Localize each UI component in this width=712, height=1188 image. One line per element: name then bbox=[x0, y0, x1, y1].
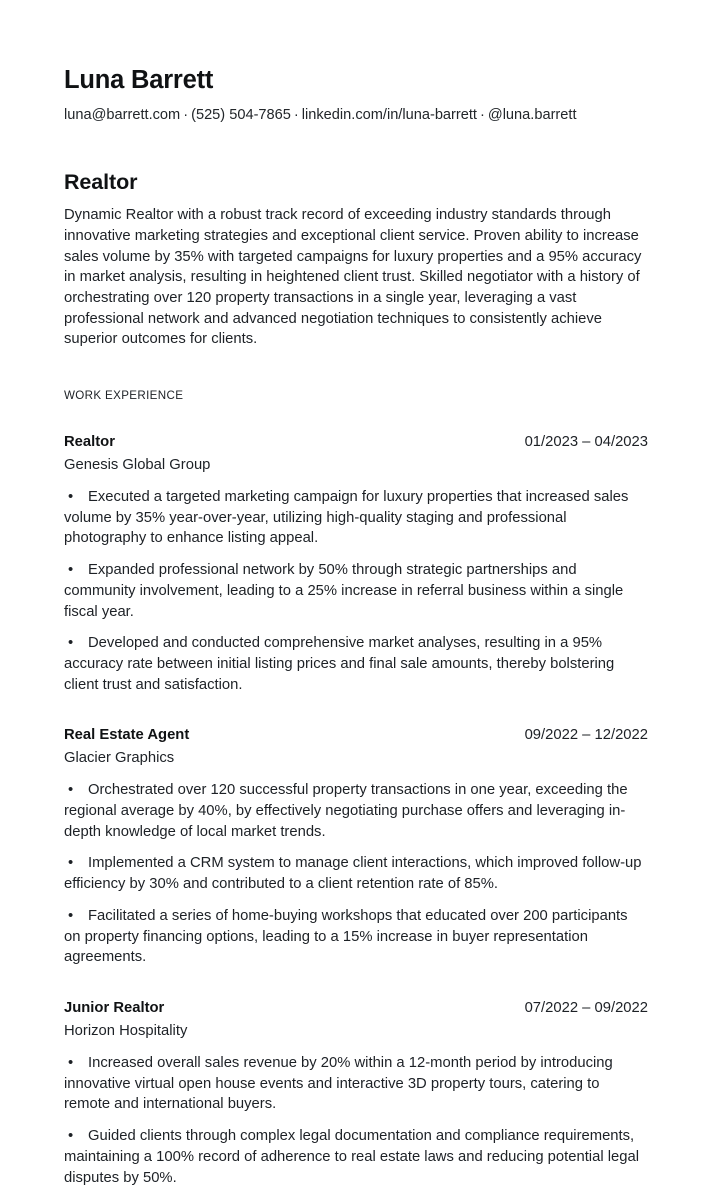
job-entry bbox=[64, 968, 648, 1188]
contact-separator: · bbox=[480, 107, 485, 124]
job-bullet bbox=[64, 906, 648, 968]
job-bullet bbox=[64, 1053, 648, 1115]
job-dates: 01/2023 – 04/2023 bbox=[524, 434, 648, 451]
job-bullet-text: Implemented a CRM system to manage client interactions, which improved follow-up efficiency by 30% and contributed to a client retention rate of 85%. bbox=[64, 855, 642, 893]
job-bullet-text: Expanded professional network by 50% through strategic partnerships and community involvement, leading to a 25% increase in referral business within a single fiscal year. bbox=[64, 562, 624, 620]
contact-phone: (525) 504-7865 bbox=[191, 107, 291, 124]
job-bullet bbox=[64, 487, 648, 549]
job-bullet-list bbox=[64, 1053, 648, 1188]
candidate-name: Luna Barrett bbox=[64, 66, 214, 94]
job-entry bbox=[64, 695, 648, 968]
job-header-row bbox=[64, 725, 648, 745]
job-bullet-list bbox=[64, 780, 648, 968]
job-bullet bbox=[64, 1126, 648, 1188]
professional-summary: Dynamic Realtor with a robust track record of exceeding industry standards through innovative marketing strategies and exceptional client service. Proven ability to increase sales volume by 35% with targeted campaigns for luxury properties and a 95% accuracy in market analysis, resulting in heightened client trust. Skilled negotiator with a history of orchestrating over 120 property transactions in a single year, leveraging a vast professional network and advanced negotiation techniques to consistently achieve superior outcomes for clients. bbox=[64, 207, 642, 348]
bullet-icon: • bbox=[68, 1128, 74, 1145]
contact-separator: · bbox=[293, 107, 299, 124]
job-title: Junior Realtor bbox=[64, 999, 165, 1016]
job-bullet-text: Guided clients through complex legal documentation and compliance requirements, maintaining a 100% record of adherence to real estate laws and reducing potential legal disputes by 50%. bbox=[64, 1128, 639, 1186]
job-company: Genesis Global Group bbox=[64, 457, 211, 474]
job-bullet-text: Developed and conducted comprehensive market analyses, resulting in a 95% accuracy rate between initial listing prices and final sale amounts, thereby bolstering client trust and satisfaction. bbox=[64, 635, 615, 693]
bullet-icon: • bbox=[68, 855, 74, 872]
job-bullet bbox=[64, 560, 648, 622]
contact-handle: @luna.barrett bbox=[487, 107, 577, 124]
bullet-icon: • bbox=[68, 782, 74, 799]
contact-linkedin: linkedin.com/in/luna-barrett bbox=[301, 107, 477, 124]
job-bullet-list bbox=[64, 487, 648, 695]
job-bullet-text: Orchestrated over 120 successful property transactions in one year, exceeding the regional average by 40%, by effectively negotiating purchase offers and leveraging in-depth knowledge of local market trends. bbox=[64, 782, 628, 840]
contact-separator: · bbox=[183, 107, 189, 124]
bullet-icon: • bbox=[68, 1054, 74, 1071]
job-bullet bbox=[64, 780, 648, 842]
bullet-icon: • bbox=[68, 907, 74, 924]
job-dates: 09/2022 – 12/2022 bbox=[524, 727, 648, 744]
job-bullet bbox=[64, 853, 648, 894]
role-title: Realtor bbox=[64, 170, 138, 195]
job-header-row bbox=[64, 432, 648, 452]
job-bullet-text: Executed a targeted marketing campaign for luxury properties that increased sales volume by 35% year-over-year, utilizing high-quality staging and professional photography to enhance listing appeal. bbox=[64, 489, 629, 547]
job-dates: 07/2022 – 09/2022 bbox=[524, 999, 648, 1016]
job-entry bbox=[64, 402, 648, 695]
job-bullet-text: Increased overall sales revenue by 20% within a 12-month period by introducing innovative virtual open house events and interactive 3D property tours, catering to remote and international buyers. bbox=[64, 1054, 613, 1113]
contact-line bbox=[64, 95, 584, 126]
job-bullet bbox=[64, 633, 648, 695]
bullet-icon: • bbox=[68, 635, 74, 652]
job-bullet-text: Facilitated a series of home-buying workshops that educated over 200 participants on property financing options, leading to a 15% increase in buyer representation agreements. bbox=[64, 907, 628, 966]
job-company: Horizon Hospitality bbox=[64, 1022, 188, 1039]
job-title: Realtor bbox=[64, 434, 115, 451]
job-header-row bbox=[64, 998, 648, 1018]
contact-email: luna@barrett.com bbox=[64, 107, 181, 124]
bullet-icon: • bbox=[68, 489, 74, 506]
bullet-icon: • bbox=[68, 562, 74, 579]
job-title: Real Estate Agent bbox=[64, 727, 190, 744]
job-company: Glacier Graphics bbox=[64, 750, 175, 767]
section-heading-work-experience: WORK EXPERIENCE bbox=[64, 389, 184, 403]
